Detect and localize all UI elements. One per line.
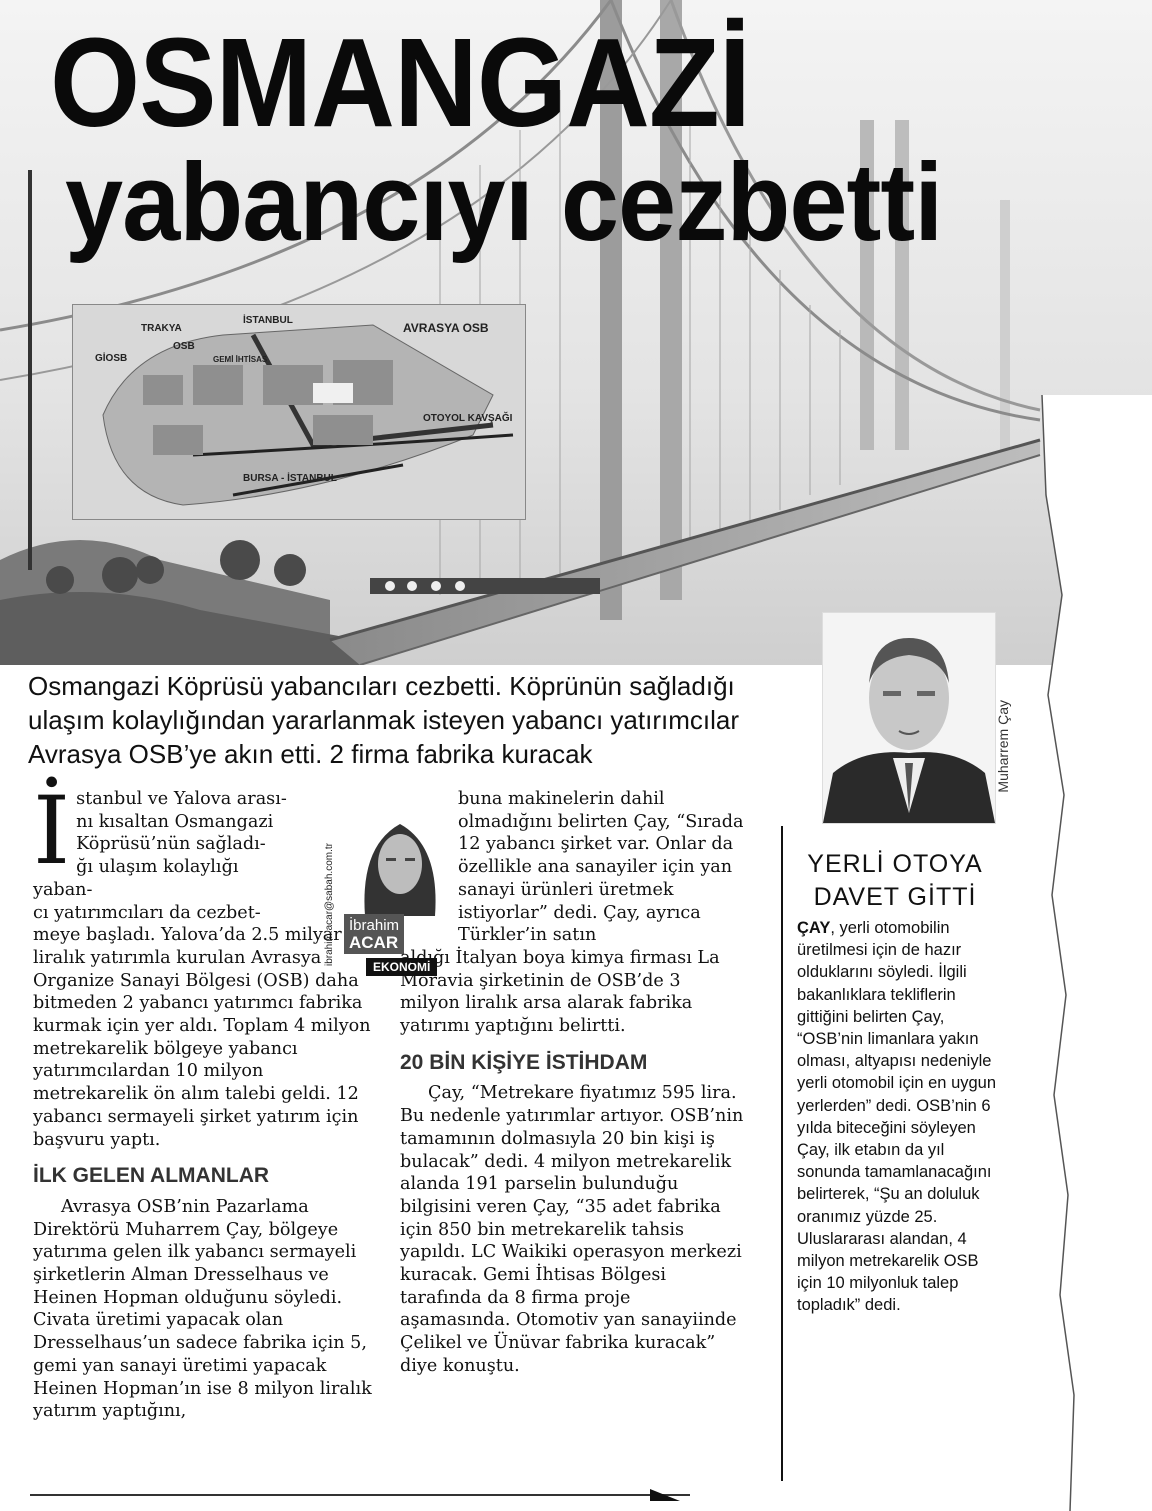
bottom-rule (30, 1494, 690, 1496)
person-portrait (823, 613, 995, 823)
portrait-caption: Muharrem Çay (995, 700, 1011, 793)
sidebar-divider (781, 826, 783, 1481)
headline-line-2: yabancıyı cezbetti (65, 141, 943, 264)
intro-line: Köprüsü’nün sağladı- (76, 834, 266, 855)
portrait-photo (822, 612, 996, 824)
paragraph: Çay, “Metrekare fiyatımız 595 lira. Bu nedenle yatırımlar artıyor. OSB’nin tamamının dolmasıyla 20 bin kişi iş bulacak” dedi. 4 milyon metrekarelik alanda 191 parselin bulunduğu bilgisini veren Çay, “35 adet fabrika için 850 bin metrekarelik tahsis yapıldı. LC Waikiki operasyon merkezi kuracak. Gemi İhtisas Bölgesi tarafında da 8 firma proje aşamasında. Otomotiv yan sanayiinde Çelikel ve Ünüvar fabrika kuracak” diye konuştu. (400, 1083, 744, 1376)
map-label-bursa-istanbul: BURSA - İSTANBUL (243, 473, 337, 484)
map-label-osb: OSB (173, 341, 195, 352)
sidebar-text: , yerli otomobilin üretilmesi için de hazır olduklarını söyledi. İlgili bakanlıklara tekliflerin gittiğini belirten Çay, “OSB’nin limanlara yakın olması, altyapısı nedeniyle yerli otomobil için en uygun yerlerden” dedi. OSB’nin 6 yılda biteceğini söyleyen Çay, ilk etabın da yıl sonunda tamamlanacağını belirterek, “Şu an doluluk oranımız yüzde 25. Uluslararası alandan, 4 milyon metrekarelik OSB için 10 milyonluk talep topladık” dedi. (797, 919, 997, 1315)
section-tag: EKONOMİ (366, 958, 437, 976)
author-email: ibrahim.acar@sabah.com.tr (324, 843, 335, 966)
sidebar-lead-word: ÇAY (797, 919, 831, 937)
subheading-ilk-gelen-almanlar: İLK GELEN ALMANLAR (33, 1164, 270, 1188)
intro-line: nı kısaltan Osmangazi (76, 811, 274, 832)
map-label-gemi-ihtisas: GEMİ İHTİSAS (213, 355, 268, 364)
sidebar-body (797, 917, 997, 1317)
intro-line: ğı ulaşım kolaylığı yaban- (33, 857, 239, 900)
map-label-trakya: TRAKYA (141, 323, 182, 334)
author-last-name: ACAR (349, 933, 399, 952)
author-first-name: İbrahim (349, 917, 400, 934)
article-lead: Osmangazi Köprüsü yabancıları cezbetti. Köprünün sağladığı ulaşım kolaylığından yararlanmak isteyen yabancı yatırımcılar Avrasya OSB’ye akın etti. 2 firma fabrika kuracak (28, 671, 739, 769)
torn-paper-edge (1040, 395, 1152, 1511)
headline-line-1: OSMANGAZİ (50, 12, 751, 153)
map-label-otoyol-kavsagi: OTOYOL KAVŞAĞI (423, 413, 513, 424)
map-label-istanbul: İSTANBUL (243, 315, 293, 326)
arrow-icon (650, 1489, 680, 1501)
inset-map (72, 304, 526, 520)
paragraph: Avrasya OSB’nin Pazarlama Direktörü Muharrem Çay, bölgeye yatırıma gelen ilk yabancı sermayeli şirketlerin Alman Dresselhaus ve Heinen Hopman olduğunu söyledi. Civata üretimi yapacak olan Dresselhaus’un sadece fabrika için 5, gemi yan sanayi üretimi yapacak Heinen Hopman’ın ise 8 milyon liralık yatırım yaptığını, (33, 1196, 372, 1422)
paragraph: buna makinelerin dahil olmadığını belirten Çay, “Sırada 12 yabancı şirket var. Onlar da özellikle ana sanayiler için yan sanayi ürünleri üretmek istiyorlar” dedi. Çay, ayrıca Türkler’in satın (458, 789, 744, 946)
paragraph: meye başladı. Yalova’da 2.5 milyar liralık yatırımla kurulan Avrasya Organize Sanayi Bölgesi (OSB) daha bitmeden 2 yabancı yatırımcı fabrika kurmak için yer aldı. Toplam 4 milyon metrekarelik bölgeye yabancı yatırımcılardan 10 milyon metrekarelik ön alım talebi geldi. 12 yabancı sermayeli şirket yatırım için başvuru yaptı. (33, 925, 371, 1150)
paragraph: aldığı İtalyan boya kimya firması La Moravia şirketinin de OSB’de 3 milyon liralık arsa alarak fabrika yatırımı yaptığını belirtti. (400, 947, 720, 1037)
drop-cap: İ (33, 777, 71, 886)
sidebar-title-line-1: YERLİ OTOYA (807, 850, 983, 878)
map-label-avrasya-osb: AVRASYA OSB (403, 321, 489, 335)
osb-aerial-map (73, 305, 525, 519)
article-column-1 (33, 777, 378, 1423)
sidebar-title-line-2: DAVET GİTTİ (813, 883, 977, 911)
map-label-giosb: GİOSB (95, 353, 128, 364)
subheading-20-bin-kisiye-istihdam: 20 BİN KİŞİYE İSTİHDAM (400, 1050, 648, 1074)
intro-line: cı yatırımcıları da cezbet- (33, 902, 261, 923)
article-column-2 (400, 788, 745, 1378)
sidebar-title (790, 848, 1000, 914)
intro-lines (33, 777, 303, 924)
intro-line: stanbul ve Yalova arası- (76, 789, 287, 809)
